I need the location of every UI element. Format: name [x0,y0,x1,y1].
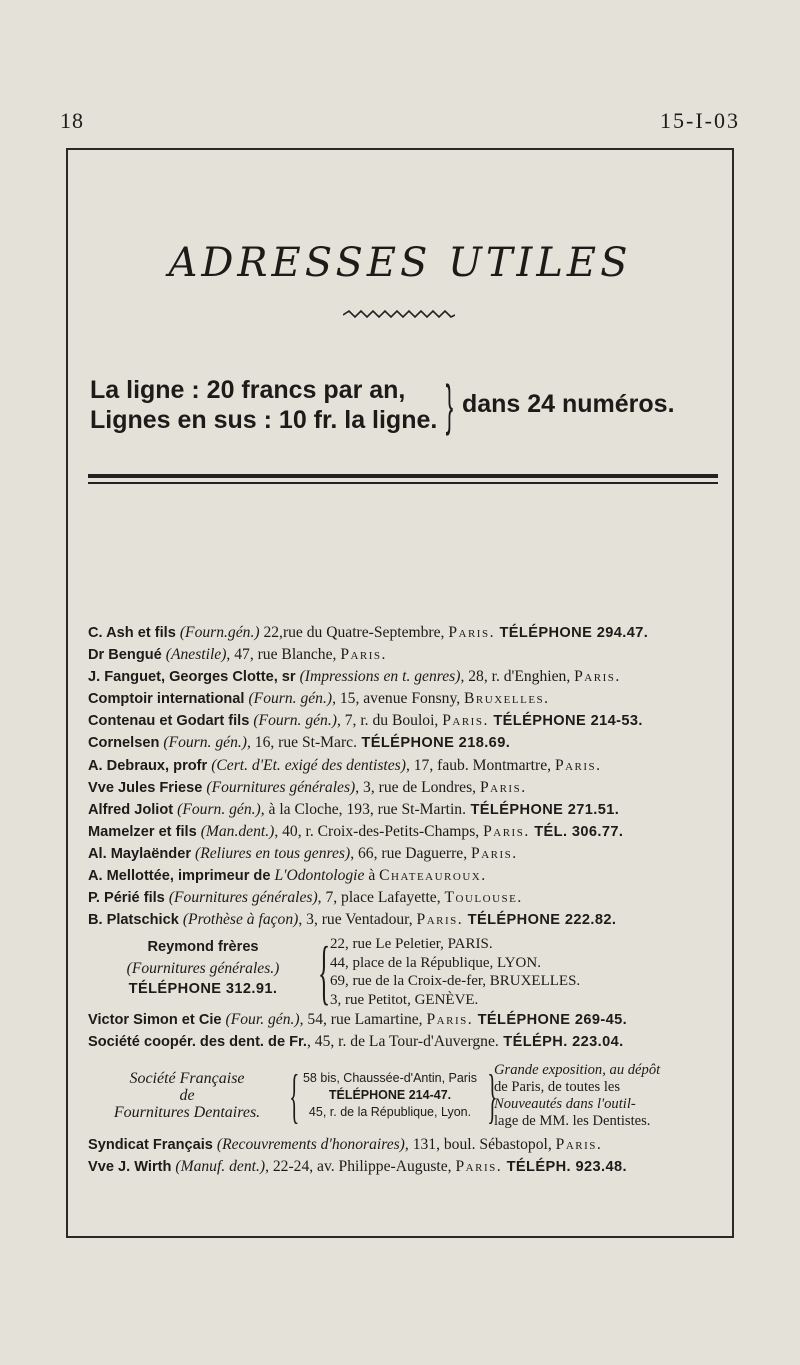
entry-telephone: TÉLÉPHONE 271.51. [466,801,620,818]
societe-note: Nouveautés dans l'outil- [494,1095,636,1112]
entry-name: Mamelzer et fils [88,823,197,840]
entry-description: (Fournitures générales) [206,778,356,796]
entry-city: Paris. [455,1157,503,1175]
entry-city: Chateauroux. [379,867,487,885]
entry-city: Paris. [426,1011,474,1029]
issue-date: 15-I-03 [660,108,740,133]
entry-name: Dr Bengué [88,647,162,664]
societe-address: 58 bis, Chaussée-d'Antin, Paris [302,1071,477,1085]
address-entry [88,1156,728,1178]
entry-telephone: TÉLÉPHONE 294.47. [494,625,649,641]
entry-address: , 15, avenue Fonsny, [332,690,465,708]
rate-block [90,372,730,437]
entry-address: , 47, rue Blanche, [226,646,341,664]
brace-glyph: } [487,1062,498,1129]
entry-description: (Manuf. dent.) [175,1157,266,1175]
address-entry [88,887,728,909]
entry-address: , 66, rue Daguerre, [350,844,472,862]
address-entry [88,644,728,666]
address-entry [88,821,728,843]
entry-telephone: TÉLÉPHONE 269-45. [473,1012,628,1029]
entry-name: B. Platschick [88,912,179,929]
title-ornament [343,308,455,322]
entry-name: Vve Jules Friese [88,779,203,796]
entries-group-c [88,1134,728,1178]
section-title: ADRESSES UTILES [168,240,632,286]
societe-telephone: TÉLÉPHONE 214-47. [328,1088,452,1102]
entry-address: , 3, rue de Londres, [355,778,480,796]
entry-telephone: TÉLÉPH. 223.04. [498,1034,624,1051]
address-entry [88,799,728,821]
entry-description: (Reliures en tous genres) [195,844,351,862]
societe-name: de [179,1087,195,1104]
societe-name: Fournitures Dentaires. [113,1104,261,1121]
entry-description: (Fourn. gén.) [177,800,261,818]
entry-description: (Fourn. gén.) [253,712,337,730]
brace-glyph: } [445,373,454,436]
entry-city: Paris. [483,822,530,840]
entry-city: Paris. [555,1135,603,1153]
reymond-address: 3, rue Petitot, GENÈVE. [330,991,479,1008]
entry-address: à [364,867,380,885]
address-entry [88,865,728,887]
entry-telephone: TÉL. 306.77. [529,823,624,840]
address-entry [88,732,728,754]
entry-city: Paris. [471,844,518,862]
brace-glyph: { [317,931,331,1012]
societe-note: de Paris, de toutes les [494,1078,621,1095]
entry-address: , 54, rue Lamartine, [299,1011,427,1029]
entry-city: Paris. [479,778,527,796]
page-number: 18 [60,108,84,133]
entry-name: Al. Maylaënder [88,845,192,862]
double-rule-top [88,474,718,478]
entry-name: C. Ash et fils [88,625,176,641]
entry-telephone: TÉLÉPHONE 218.69. [356,735,511,752]
address-entry [88,1031,728,1053]
entry-description: (Fourn.gén.) [179,624,260,641]
rate-tail: dans 24 numéros. [461,390,675,418]
entry-description: (Four. gén.) [225,1011,300,1029]
entry-address: , 131, boul. Sébastopol, [404,1135,556,1153]
reymond-name: Reymond frères [147,939,259,956]
reymond-desc: (Fournitures générales.) [126,960,280,978]
entry-description: (Impressions en t. genres) [299,668,461,686]
societe-group [88,1062,728,1130]
address-entry [88,666,728,688]
entry-city: Toulouse. [444,889,523,907]
address-entry [88,688,728,710]
frame-bottom-rule [66,1236,734,1238]
entry-city: Paris. [416,911,464,929]
entry-description: (Fourn. gén.) [163,734,247,752]
reymond-group [88,931,728,1012]
entry-name: P. Périé fils [88,890,165,907]
entry-address: , 28, r. d'Enghien, [460,668,575,686]
entry-name: Cornelsen [88,735,160,752]
entry-telephone: TÉLÉPHONE 214-53. [488,713,643,730]
address-listing [88,622,728,1178]
societe-name: Société Française [129,1070,245,1087]
entry-name: Alfred Joliot [88,801,174,818]
entry-telephone: TÉLÉPHONE 222.82. [463,912,617,929]
entry-name: J. Fanguet, Georges Clotte, sr [88,669,296,686]
entry-description: (Man.dent.) [200,822,275,840]
entry-address: , 7, r. du Bouloi, [336,712,443,730]
reymond-address: 44, place de la République, LYON. [330,954,541,971]
entry-city: Paris. [340,646,387,664]
reymond-address: 22, rue Le Peletier, PARIS. [330,936,493,953]
entry-address: , à la Cloche, 193, rue St-Martin. [260,800,467,818]
reymond-address: 69, rue de la Croix-de-fer, BRUXELLES. [330,973,581,990]
entry-city: Paris. [442,712,489,730]
entry-address: , 40, r. Croix-des-Petits-Champs, [274,822,484,840]
entry-name: Comptoir international [88,691,245,708]
entry-description: L'Odontologie [274,867,365,885]
societe-address: 45, r. de la République, Lyon. [308,1105,472,1119]
entry-address: , 45, r. de La Tour-d'Auvergne. [306,1033,499,1051]
rate-line-1: La ligne : 20 francs par an, [90,375,406,404]
address-entry [88,1134,728,1156]
address-entry [88,777,728,799]
entry-address: , 22-24, av. Philippe-Auguste, [265,1157,456,1175]
entry-city: Bruxelles. [464,690,550,708]
brace-glyph: { [289,1062,300,1129]
entry-description: (Fournitures générales) [168,889,318,907]
entries-group-a [88,622,728,931]
entry-address: , 17, faub. Montmartre, [405,756,555,774]
double-rule-bottom [88,482,718,484]
reymond-telephone: TÉLÉPHONE 312.91. [128,981,278,998]
entry-name: Contenau et Godart fils [88,713,250,730]
address-entry [88,1009,728,1031]
address-entry [88,755,728,777]
entry-city: Paris. [574,668,621,686]
address-entry [88,622,728,644]
address-entry [88,710,728,732]
address-entry [88,843,728,865]
entry-description: (Prothèse à façon) [182,911,299,929]
societe-note: Grande exposition, au dépôt [494,1061,661,1078]
address-entry [88,909,728,931]
entry-name: Société coopér. des dent. de Fr. [88,1034,307,1051]
entry-name: Syndicat Français [88,1136,213,1153]
entry-description: (Anestile) [165,646,227,664]
entry-address: , 16, rue St-Marc. [246,734,357,752]
entry-description: (Recouvrements d'honoraires) [216,1135,405,1153]
entry-city: Paris. [448,624,495,641]
entry-name: A. Debraux, profr [88,757,208,774]
entry-address: 22,rue du Quatre-Septembre, [259,624,449,641]
entry-description: (Fourn. gén.) [248,690,333,708]
entry-telephone: TÉLÉPH. 923.48. [502,1158,627,1175]
rate-line-2: Lignes en sus : 10 fr. la ligne. [90,405,438,434]
entry-description: (Cert. d'Et. exigé des dentistes) [211,756,406,774]
entry-name: A. Mellottée, imprimeur de [88,868,271,885]
entry-address: , 3, rue Ventadour, [298,911,417,929]
entry-name: Victor Simon et Cie [88,1012,222,1029]
entry-address: , 7, place Lafayette, [317,889,445,907]
entry-name: Vve J. Wirth [88,1158,172,1175]
societe-note: lage de MM. les Dentistes. [494,1112,651,1129]
entry-city: Paris. [554,756,602,774]
entries-group-b [88,1009,728,1053]
